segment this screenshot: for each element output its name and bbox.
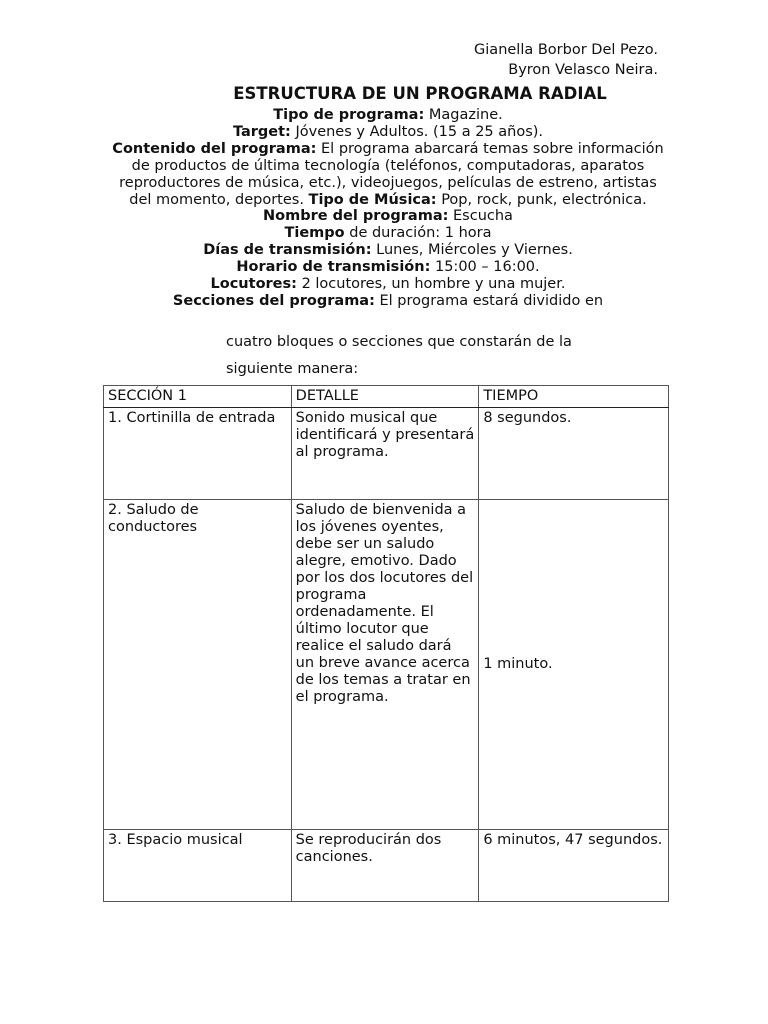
tiempo-label: Tiempo — [284, 225, 345, 242]
target-label: Target: — [232, 123, 291, 140]
target-line — [108, 124, 668, 141]
horario-line — [108, 259, 668, 276]
horario-label: Horario de transmisión: — [236, 259, 431, 276]
musica-value: Pop, rock, punk, electrónica. — [441, 191, 647, 208]
author-1: Gianella Borbor Del Pezo. — [474, 42, 658, 58]
tiempo-mid: de duración: — [349, 225, 441, 242]
row-3-section: 3. Espacio musical — [104, 830, 292, 902]
tipo-line — [108, 107, 668, 124]
nombre-label: Nombre del programa: — [263, 208, 449, 225]
row-3-detail: Se reproducirán dos canciones. — [291, 830, 479, 902]
table-header-row — [104, 386, 669, 408]
contenido-value: El programa abarcará temas sobre información de productos de última tecnología (teléfonos, computadoras, aparatos reproductores de música, etc.), videojuegos, películas de estreno, artistas del momento, deportes. — [119, 140, 664, 208]
document-title: ESTRUCTURA DE UN PROGRAMA RADIAL — [233, 84, 607, 103]
row-1-detail: Sonido musical que identificará y presentará al programa. — [291, 408, 479, 500]
tipo-value: Magazine. — [428, 107, 503, 123]
tipo-label: Tipo de programa: — [273, 107, 425, 123]
intro-line-1: cuatro bloques o secciones que constarán de la — [226, 334, 572, 350]
row-1-time: 8 segundos. — [479, 408, 669, 500]
row-3-time: 6 minutos, 47 segundos. — [479, 830, 669, 902]
table-row — [104, 500, 669, 830]
target-value: Jóvenes y Adultos. (15 a 25 años). — [295, 123, 544, 140]
row-2-section: 2. Saludo de conductores — [104, 500, 292, 830]
dias-line — [108, 242, 668, 259]
secciones-line — [108, 293, 668, 310]
locutores-line — [108, 276, 668, 293]
locutores-label: Locutores: — [210, 276, 297, 293]
horario-value: 15:00 – 16:00. — [434, 259, 540, 276]
dias-label: Días de transmisión: — [203, 242, 372, 259]
row-2-time: 1 minuto. — [479, 500, 669, 830]
row-2-detail: Saludo de bienvenida a los jóvenes oyentes, debe ser un saludo alegre, emotivo. Dado por los dos locutores del programa ordenadamente. El último locutor que realice el saludo dará un breve avance acerca de los temas a tratar en el programa. — [291, 500, 479, 830]
sections-table — [103, 385, 669, 902]
secciones-value: El programa estará dividido en — [379, 292, 604, 309]
table-row — [104, 830, 669, 902]
musica-label: Tipo de Música: — [308, 191, 437, 208]
nombre-value: Escucha — [453, 208, 513, 225]
row-1-section: 1. Cortinilla de entrada — [104, 408, 292, 500]
author-2: Byron Velasco Neira. — [508, 62, 658, 78]
intro-line-2: siguiente manera: — [226, 361, 359, 377]
dias-value: Lunes, Miércoles y Viernes. — [376, 242, 573, 259]
table-row — [104, 408, 669, 500]
secciones-label: Secciones del programa: — [172, 292, 375, 309]
tiempo-value: 1 hora — [444, 225, 492, 242]
header-detail: DETALLE — [291, 386, 479, 408]
contenido-label: Contenido del programa: — [112, 140, 317, 157]
contenido-line — [108, 141, 668, 209]
locutores-value: 2 locutores, un hombre y una mujer. — [301, 276, 566, 293]
program-metadata — [108, 107, 668, 310]
nombre-line — [108, 208, 668, 225]
header-time: TIEMPO — [479, 386, 669, 408]
tiempo-line — [108, 225, 668, 242]
header-section: SECCIÓN 1 — [104, 386, 292, 408]
